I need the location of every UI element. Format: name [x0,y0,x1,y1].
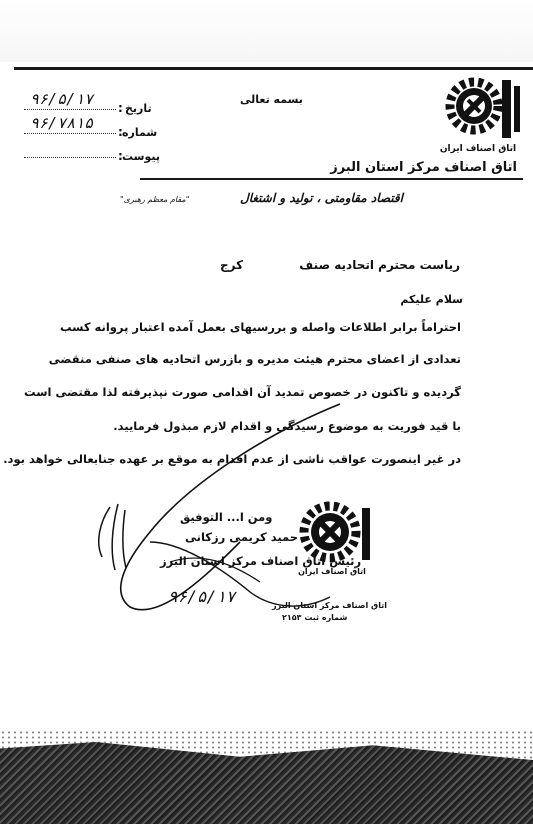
date-colon: : [118,101,123,115]
recipient-title: ریاست محترم اتحادیه صنف [299,258,460,272]
organization-name: اتاق اصناف مرکز استان البرز [330,160,517,175]
slogan-attribution: "مقام معظم رهبری" [120,195,190,204]
number-handwritten-value: ۹۶/۷۸۱۵ [30,114,94,132]
attachment-dotted-line [24,157,116,158]
stamp-registration-line: شماره ثبت ۲۱۵۳ [282,613,348,622]
official-stamp-logo-icon [292,496,378,576]
scan-top-margin [0,0,533,62]
date-handwritten-value: ۹۶/۵/۱۷ [30,90,94,108]
date-dotted-line [24,109,116,110]
slogan-text: اقتصاد مقاومتی ، تولید و اشتغال [240,191,403,205]
attachment-colon: : [118,149,123,163]
body-line-2: تعدادی از اعضای محترم هیئت مدیره و بازرس اتحادیه های صنفی منقضی [48,352,461,366]
basmala-heading: بسمه تعالی [240,93,303,106]
greeting: سلام علیکم [400,293,463,306]
number-label: شماره [122,126,158,139]
attachment-label: پیوست [122,150,160,163]
handwritten-stamp-date: ۹۶/۵/۱۷ [168,587,236,606]
date-label: تاریخ [125,102,152,115]
guild-chamber-logo-icon [434,72,526,156]
svg-text:اتاق اصناف ایران: اتاق اصناف ایران [439,144,517,154]
recipient-city: کرج [220,258,244,272]
body-line-4: با قید فوریت به موضوع رسیدگی و اقدام لازم مبذول فرمایید. [113,419,461,433]
stamp-org-line: اتاق اصناف مرکز استان البرز [272,601,387,610]
body-line-5: در غیر اینصورت عواقب ناشی از عدم اقدام به موقع بر عهده جنابعالی خواهد بود. [3,452,461,466]
body-line-3: گردیده و تاکنون در خصوص تمدید آن اقدامی صورت نپذیرفته لذا مقتضی است [24,385,461,399]
number-dotted-line [24,133,116,134]
svg-text:اتاق اصناف ایران: اتاق اصناف ایران [298,567,366,576]
signer-org: رئیس اتاق اصناف مرکز استان البرز [160,554,362,568]
signer-name: حمید کریمی رزکانی [185,530,299,544]
org-underline [140,178,523,180]
header-top-rule [14,67,533,70]
closing-phrase: ومن ا... التوفیق [180,510,273,524]
body-line-1: احتراماً برابر اطلاعات واصله و بررسیهای بعمل آمده اعتبار پروانه کسب [59,320,461,334]
number-colon: : [118,125,123,139]
